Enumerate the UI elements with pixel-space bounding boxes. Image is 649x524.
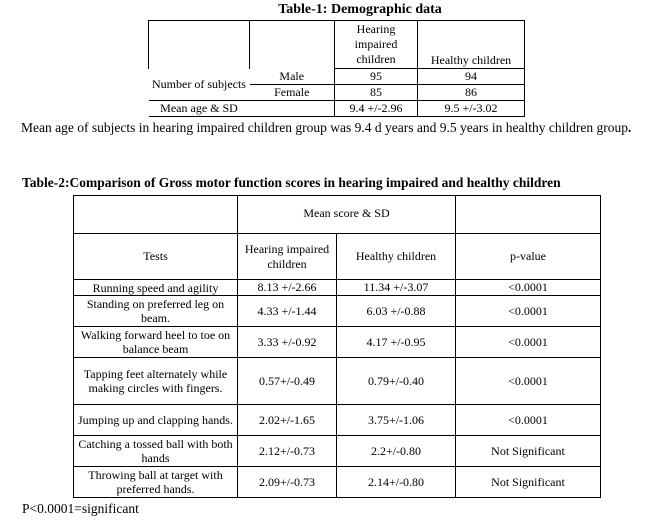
healthy-score: 11.34 +/-3.07 bbox=[337, 280, 456, 296]
t2-empty-corner bbox=[74, 196, 238, 234]
table2-title: Table-2:Comparison of Gross motor function scores in hearing impaired and healthy children bbox=[22, 175, 561, 190]
healthy-score: 0.79+/-0.40 bbox=[337, 358, 456, 405]
table-row bbox=[74, 405, 601, 436]
hearing-score: 3.33 +/-0.92 bbox=[238, 327, 337, 358]
gross-motor-table bbox=[73, 195, 601, 498]
p-value: <0.0001 bbox=[456, 280, 601, 296]
healthy-score: 2.2+/-0.80 bbox=[337, 436, 456, 467]
p-value: <0.0001 bbox=[456, 405, 601, 436]
table1-title: Table-1: Demographic data bbox=[278, 2, 442, 17]
table-row bbox=[74, 280, 601, 296]
p-value: <0.0001 bbox=[456, 296, 601, 327]
hearing-score: 2.12+/-0.73 bbox=[238, 436, 337, 467]
hearing-score: 4.33 +/-1.44 bbox=[238, 296, 337, 327]
t2-empty-pvalue bbox=[456, 196, 601, 234]
t1-male-healthy: 94 bbox=[418, 69, 525, 85]
healthy-score: 4.17 +/-0.95 bbox=[337, 327, 456, 358]
test-name: Catching a tossed ball with both hands bbox=[74, 436, 238, 467]
demographic-table bbox=[148, 20, 525, 117]
table-row bbox=[74, 327, 601, 358]
t1-header-hearing: Hearing impaired children bbox=[335, 21, 418, 69]
t1-header-healthy: Healthy children bbox=[418, 21, 525, 69]
t1-female-label: Female bbox=[250, 85, 335, 101]
footnote: P<0.0001=significant bbox=[22, 501, 139, 516]
t1-subjects-label: Number of subjects bbox=[152, 76, 246, 91]
healthy-score: 2.14+/-0.80 bbox=[337, 467, 456, 498]
hearing-score: 2.02+/-1.65 bbox=[238, 405, 337, 436]
t2-header-pvalue: p-value bbox=[456, 234, 601, 280]
healthy-score: 6.03 +/-0.88 bbox=[337, 296, 456, 327]
test-name: Throwing ball at target with preferred hands. bbox=[74, 467, 238, 498]
t2-header-healthy: Healthy children bbox=[337, 234, 456, 280]
t1-female-hearing: 85 bbox=[335, 85, 418, 101]
t1-mean-age-empty bbox=[250, 101, 335, 117]
p-value: Not Significant bbox=[456, 436, 601, 467]
table-row bbox=[74, 296, 601, 327]
table-row bbox=[74, 358, 601, 405]
hearing-score: 2.09+/-0.73 bbox=[238, 467, 337, 498]
test-name: Standing on preferred leg on beam. bbox=[74, 296, 238, 327]
test-name: Running speed and agility bbox=[74, 280, 238, 296]
table-row bbox=[74, 467, 601, 498]
t1-female-healthy: 86 bbox=[418, 85, 525, 101]
t2-header-hearing: Hearing impaired children bbox=[238, 234, 337, 280]
healthy-score: 3.75+/-1.06 bbox=[337, 405, 456, 436]
test-name: Jumping up and clapping hands. bbox=[74, 405, 238, 436]
hearing-score: 8.13 +/-2.66 bbox=[238, 280, 337, 296]
t1-male-label: Male bbox=[279, 68, 305, 83]
p-value: Not Significant bbox=[456, 467, 601, 498]
t1-mean-age-hearing: 9.4 +/-2.96 bbox=[335, 101, 418, 117]
test-name: Tapping feet alternately while making circles with fingers. bbox=[74, 358, 238, 405]
p-value: <0.0001 bbox=[456, 327, 601, 358]
t2-header-group: Mean score & SD bbox=[238, 196, 456, 234]
p-value: <0.0001 bbox=[456, 358, 601, 405]
t2-header-tests: Tests bbox=[74, 234, 238, 280]
summary-text: Mean age of subjects in hearing impaired children group was 9.4 d years and 9.5 years in healthy children group bbox=[21, 120, 628, 135]
table-row bbox=[74, 436, 601, 467]
hearing-score: 0.57+/-0.49 bbox=[238, 358, 337, 405]
t1-empty-gender bbox=[250, 21, 335, 69]
summary-period: . bbox=[627, 120, 632, 135]
t1-mean-age-healthy: 9.5 +/-3.02 bbox=[418, 101, 525, 117]
t1-empty-corner bbox=[149, 21, 250, 69]
t1-male-hearing: 95 bbox=[335, 69, 418, 85]
summary-paragraph bbox=[21, 119, 649, 136]
test-name: Walking forward heel to toe on balance beam bbox=[74, 327, 238, 358]
t1-mean-age-label: Mean age & SD bbox=[149, 101, 250, 117]
